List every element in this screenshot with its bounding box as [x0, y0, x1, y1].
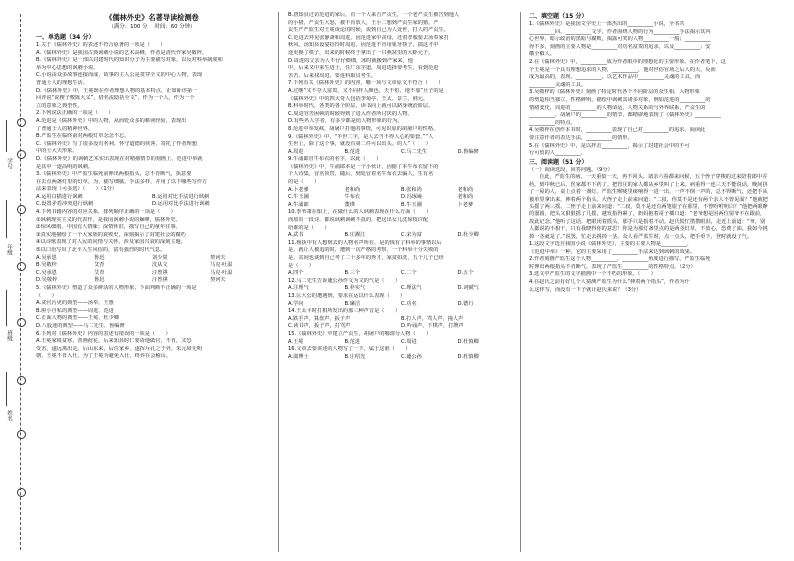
question-line: 朝，王冕不肯入仕，为了王冕为避免入仕，终养在会稽山。 [36, 353, 171, 360]
binding-hole [17, 488, 26, 497]
question-line: 10.季苇萧在船上，在做什么的人讽刺表现在什么方面（ ） [288, 209, 432, 216]
question-line: 中的士大夫形象。 [36, 148, 78, 155]
answer-option: A.跌手声，算盘声，扳子声 [288, 315, 351, 322]
answer-option: 马克·吐温 [210, 269, 233, 276]
question-line: 要注意作者的表达手法，__________的情形。 [529, 134, 633, 141]
answer-option: 老和尚 [457, 186, 474, 193]
exam-title: 《儒林外史》名著导读检测卷 [105, 13, 199, 22]
answer-option: C.设置矛盾冲突进行讽刺 [36, 201, 94, 208]
answer-option: D.吴敬梓 [36, 277, 58, 284]
question-line: 2.下列说法正确的一项是（ ） [36, 110, 114, 117]
answer-option: A.周进 [288, 148, 304, 155]
question-line: 举为中心思想的讽刺小说。 [36, 64, 99, 71]
column-divider [520, 12, 521, 552]
question-line: ④以诗歌表现了对人民的同情与关怀，涉及家国兴衰的深刻主题。 [36, 239, 186, 246]
answer-options [288, 149, 514, 157]
answer-option: 鲁迅 [94, 254, 105, 261]
answer-option: B.范进 [344, 338, 361, 345]
question-line: 9.《儒林外史》中，“半世二字，是人去当不得人心的要套，”“人 [288, 133, 434, 140]
question-line: 《儒林外史》中的四大奇人包括李菊亭、王太、景兰、荆元。 [288, 95, 429, 102]
answer-option: D.杜慎卿 [457, 353, 479, 360]
binding-hole [17, 262, 26, 271]
answer-option: A.卜老爹 [288, 186, 309, 193]
name-label: 姓名 [6, 410, 12, 422]
question-line: 苦苦，后来找周进，要进科取员考生。 [288, 72, 377, 79]
question-line: 《范进中举》一种，它的主要采用了__________手法来达到讽刺的效果。 [529, 248, 696, 255]
column-divider [278, 12, 279, 552]
question-line: 立的意象之典型性。 [36, 102, 83, 109]
answer-option: B.庄濯江 [344, 232, 366, 239]
answer-option: 卜老爹 [457, 201, 474, 208]
question-line: 秋风，汤知县设宴招待时周进，因范进不肯用象牙筷子，搞这才中 [288, 42, 439, 49]
question-line: 而放出一段诗，都说讽刺讽刺不真的，把这出女儿沈琼枝许配 [288, 217, 429, 224]
question-line: 普通士人的理想生活。 [36, 79, 88, 86]
answer-option: A.运用白描进行讽刺 [36, 193, 83, 200]
answer-option: B.三个 [344, 270, 361, 277]
answer-option: A.学问 [288, 300, 304, 307]
question-line: 的塑造相当独立，性格鲜明，描绘中讽刺其诸多对象，例如范进的__________的 [529, 96, 711, 103]
exam-subtitle: （满分：100 分 时间：60 分钟） [108, 24, 196, 30]
answer-options [288, 202, 514, 210]
question-line: 13.匡大公的遭遇到，要求在运以什么表现（ ） [288, 292, 406, 299]
question-line: A.贪官污吏的典型——汤奉、王惠 [36, 300, 114, 307]
question-line: 是其中一道高明的讽刺。 [36, 163, 94, 170]
question-line: A.过继“又不夺人富贵，又不同样人颜色，天不怕，地不靠”旦子的是 [288, 87, 444, 94]
answer-option: D.五个 [457, 270, 474, 277]
answer-option: D.杜少卿 [457, 232, 479, 239]
question-line: （ ） [36, 292, 57, 299]
binding-fill-line [6, 200, 7, 238]
question-line: B.科举时代，各类的各个阶层，读书向上就可以跻身统治阶层。 [288, 103, 434, 110]
answer-option: A.武书 [288, 232, 304, 239]
question-line: 12.马二先生告诉蘧公孙作文为文的气是（ ） [288, 277, 401, 284]
column-one-body [36, 33, 268, 361]
question-line: 的是（ ） [288, 179, 320, 186]
question-line: 回评说“说楔子敷陈大义”，借名流隐括全文”，作为一个人，作为一个 [36, 95, 195, 102]
question-line: 是（ ） [288, 262, 314, 269]
question-line: 途更换了筷子，出来的时候终于拿出了一只燕窝里的大虾元子。 [288, 49, 434, 56]
answer-option: 汪曾祺 [152, 277, 168, 284]
question-line: 5.《儒林外史》塑造了众多鲜活的人物形象，下面判断不正确的一项是 [36, 285, 197, 291]
question-line: ⑤以口语写出了北平人生风俗的，富有强烈的时代气息。 [36, 247, 166, 254]
answer-option: A.王冕 [288, 338, 304, 345]
binding-hole [17, 150, 26, 159]
question-line: 6.下列对《儒林外史》内容的表述有错误的一项是（ ） [36, 330, 171, 337]
answer-option: C.宋为富 [401, 232, 422, 239]
binding-fill-line [6, 372, 7, 406]
question-line: 3.吴敬梓的《儒林外史》刻画了特定时代各个不同阶层的众生相，人物形象 [529, 89, 700, 96]
answer-option: D.德行 [457, 300, 474, 307]
answer-option: B.范进 [344, 148, 361, 155]
answer-options [288, 301, 514, 309]
answer-option: A.牛浦郎 [288, 201, 309, 208]
question-line: 徽全椒人。 [529, 51, 555, 58]
answer-option: C.周进 [401, 338, 417, 345]
question-line: __________，胡屠户的__________的情节，都精辟地表现了《儒林外史》__________ [529, 112, 721, 119]
answer-option: C.蘧公孙 [401, 353, 422, 360]
question-line: 5.在《儒林外史》中，是以抨击__________，揭示了封建社会中的不可 [529, 142, 690, 149]
question-line: 了普通士人的精神世界。 [36, 125, 94, 132]
column-two-body [288, 12, 514, 361]
question-line: 在去点两盏灯里的灯草，为，描写细腻，手法多样，并用了以下哪些写作方 [36, 178, 208, 185]
question-line: 得不多，刻画的主要人物是__________对功名富贵的追求，以及__________；安 [529, 43, 711, 50]
question-line: 1.关于《儒林外史》的表述不符合原著的一项是（ ） [36, 42, 166, 48]
question-line: 成为最高的，表现，__________，以艺术作品中__________灵魂的工具，而 [529, 74, 701, 81]
question-line: 《儒林外史》中，牛浦郎本是一个小伙计，因偷了本牛布衣留下的 [288, 163, 439, 170]
binding-fill-line [6, 120, 7, 152]
answer-options [288, 270, 514, 278]
question-line: 8.范进中举发疯，胡屠户打他的事情，可见识原的胡屠户的性格。 [288, 125, 439, 132]
binding-dashed-line [20, 14, 21, 550]
question-line: 3.选文中严监生的文字描画中一个不朽的形象。（ ） [529, 271, 656, 278]
question-line: 4.在赵氏之前有好几个人猜测严监生为什么“伸着两个指头”，作者为什 [529, 278, 690, 285]
answer-option: B.朴实气 [344, 285, 366, 292]
binding-hole [17, 318, 26, 327]
answer-option: 马克·吐温 [210, 262, 233, 269]
answer-option: 老和尚 [457, 194, 474, 201]
question-line: C.范进去拜见张静斋和周进，因范进家中丧母，还着孝服要去汤奉家打 [288, 34, 449, 41]
answer-option: 沈从文 [152, 262, 168, 269]
answer-option: 艾青 [94, 269, 105, 276]
question-line: ①讽刺现实主义的代表作，是我国讽刺小说的巅峰，儒林外史。 [36, 216, 181, 223]
question-line: 2.在《儒林外史》中，__________成为作者眼中的理想化的主要形象。在作者笔下，这 [529, 58, 726, 65]
question-line: D.《儒林外史》的讽刺艺术实出表现在对精描情节的刻画上，范进中举就 [36, 155, 203, 162]
answer-option: D.杜慎卿 [457, 338, 479, 345]
answer-option: D.词赋气 [457, 285, 479, 292]
binding-hole [17, 118, 26, 127]
question-line: 给谁的是（ ） [288, 224, 330, 231]
column-one [36, 12, 268, 361]
question-line: 个人诗集，冒名顶替，随后，到处冒着名牛布衣去骗人，生有名 [288, 171, 434, 178]
column-two [288, 12, 514, 361]
answer-option: B.运用对比手法进行讽刺 [152, 193, 210, 200]
question-line: __________灵魂的工具。 [529, 81, 587, 88]
answer-options [288, 323, 514, 331]
answer-options [288, 232, 514, 240]
answer-option: C.牛玉圃 [288, 194, 309, 201]
answer-option: 董瑛 [344, 201, 355, 208]
answer-option: B.廉洁 [344, 300, 361, 307]
answer-option: A.吴承恩 [36, 254, 57, 261]
question-line: 4.吴敬梓在创作本书时，__________表现了自己对__________的追求。阅读此 [529, 127, 706, 134]
question-line: __________的特点。 [529, 119, 576, 126]
answer-option: C.吴承恩 [36, 269, 57, 276]
question-line: 是，就让人被追的时，遭到一次严格的考察，一个科举十分失败的 [288, 247, 439, 254]
question-line: 心世界，暗示政治的黑暗与腐败，揭露可笑的人物__________一般；__________ [529, 36, 711, 43]
binding-hole [17, 376, 26, 385]
question-line: B.严监生在临终前对两根灯草念念不忘。 [36, 133, 130, 140]
answer-options [36, 201, 268, 209]
grade-label: 年级 [6, 244, 12, 256]
answer-option: 老和尚 [344, 186, 361, 193]
question-line: C.小说由众多故事连接而成，故事的主人公是贯穿全文的中心人物，表现 [36, 72, 203, 79]
answer-options [288, 339, 514, 347]
answer-option: 汪曾祺 [152, 269, 168, 276]
answer-option: B.打人声，骂人声，撞人声 [401, 315, 464, 322]
answer-option: A.注理气 [288, 285, 309, 292]
question-line: ③真实地描绘了一个大家族的衰败史，深刻揭示了封建社会的腐朽 [36, 231, 186, 238]
question-line: 是，其间也谈到自己考了二十多年的秀才，家贫如洗，五个儿子已经 [288, 255, 444, 261]
answer-option: C.马二先生 [401, 148, 428, 155]
binding-fill-line [6, 290, 7, 326]
question-line: B.唐知县过访范进的家后，有一个人来吉严贡生，一个老严贡生被告到他人 [288, 12, 460, 18]
question-line: A.《儒林外史》是我国古典讽刺小说的艺术高峰，作者是清代作家吴敬梓。 [36, 49, 208, 56]
answer-option: C.理法气 [401, 285, 422, 292]
question-line: 15.《儒林外史》中建立严贡生，胡屠户的哪部分人物（ ） [288, 330, 432, 337]
question-line: C.《儒林外史》写了很多没有名利、怀守道德的侠客，寄托了作者理想 [36, 140, 197, 147]
question-line: 7.下列有关《儒林外史》的内容，哪一项与文章原文不符合（ ） [288, 80, 444, 87]
question-line: 11.杨执中有人想到去的人物名声所在，是的钱有了科举的事情以后 [288, 239, 442, 246]
question-line: C.周进穷苦困顿的时候得到了进入作者所讨厌的人物。 [288, 110, 413, 117]
answer-option: C.功名 [401, 300, 417, 307]
question-line: 贡生严严监生对王冕谈论的时候，说到自己为人处世，打人的严贡生。 [288, 27, 449, 34]
question-line: 1.《儒林外史》是我国文学史上一部杰出的__________小说，全书共 [529, 21, 685, 27]
answer-option: 牛布衣 [344, 194, 361, 201]
question-line: D.《儒林外史》中，王冕既在作者理想人物的基本特点，正如卧评第一 [36, 87, 198, 94]
column-three [529, 12, 768, 294]
section-heading: 二、填空题（15 分） [529, 13, 588, 20]
question-line: 么这样写，而没有一下子就让赵氏来说？（3分） [529, 286, 642, 293]
answer-options [36, 262, 268, 270]
answer-option: C.读书声，扳子声，打骂声 [288, 323, 351, 330]
answer-option: C.二个 [401, 270, 417, 277]
answer-options [288, 285, 514, 293]
question-line: 情绪变化，周进的__________的人物命运，人物关系的与外界联系，严贡生的 [529, 104, 706, 111]
question-line: 受害，遂远离出走。后山东来，后任家乡，遂挥斥孔之于外。朱元璋无明 [36, 345, 203, 352]
class-label: 班级 [6, 330, 12, 342]
question-line: 的小猪，严贡生大怒，被不肯放人，王小二想到严贡生家的猪。严 [288, 19, 439, 26]
question-line: 中，后来又中来生进士，任广东学道，周进选择要考生，看到范进 [288, 65, 439, 72]
answer-option: D.鲁编修 [457, 148, 479, 155]
question-line: 9.牛浦郎冒牛布衣的名字，以此（ ） [288, 156, 382, 163]
question-line: （一）阅读选段，回答问题。（9分） [529, 166, 613, 173]
question-line: __________回，__________文字，作者围绕人物的行为__________手法揭示其内 [529, 28, 711, 35]
answer-option: B.庄绍光 [344, 353, 366, 360]
student-id-label: 学号 [6, 158, 12, 170]
question-line: 3.《儒林外史》中严监生临死前伸出两根指头，总不肯断气，执意要 [36, 171, 192, 178]
answer-option: D.运用对比手法进行讽刺 [152, 201, 210, 208]
answer-option: D.吟诵声，下棋声，打牌声 [401, 323, 464, 330]
question-line: 个王冕是一个具有理想追求的人物，__________，他对世俗官场之后人的大，反而 [529, 66, 716, 73]
answer-option: B.牛玉圃 [401, 201, 422, 208]
answer-options [288, 194, 514, 202]
question-line: D.有些名人学者，有多少都是给人物形象的行为。 [288, 118, 403, 125]
answer-option: 刘少棠 [152, 254, 168, 261]
question-line: B.《儒林外史》是一部以封建时代的知识分子为主要描写对象，以反对科举制度和 [36, 57, 223, 64]
reading-passage: 自此，严监生的病，一天重似一天，再不回头。诸亲六眷都来问候，五个侄子穿梭的过来陪着郎中弄药。到中秋已后，医家都不下药了。把管庄的家人都从乡里叫了上来。病重得一连三天不能说话。晚间挤了一屋的人，桌上点着一盏灯。严监生喉咙里痰响得一进一出，一声不倒一声的，总不得断气，还把手从被单里拿出来，伸着两个指头。大侄子走上前来问道：“二叔，你莫不是还有两个亲人不曾见面？”他就把头摇了两三摇。二侄子走上前来问道：“二叔，莫不是还有两笔银子在那里，不曾吩咐明白？”他把两眼睁的溜圆，把头又狠狠摇了几摇，越发指得紧了。奶妈抱着哥子插口道：“老爷想是因两位舅爷不在跟前，故此记念。”他听了这话，把眼闭着摇头，那手只是指着不动。赵氏慌忙揩揩眼泪，走近上前道：“爷，别人都说的不相干，只有我晓得你的意思！你是为那灯盏里点的是两茎灯草，不放心，恐费了油。我如今挑掉一茎就是了。”说罢，忙走去挑掉一茎。众人看严监生时，点一点头，把手垂下，登时就没了气。 [529, 174, 768, 240]
binding-hole [17, 430, 26, 439]
question-line: C.正面人物的典型——王冕、杜少卿 [36, 315, 120, 322]
question-line: 16.文章去要讲述的人物写了一下，属于这谁（ ） [288, 346, 411, 353]
answer-option: A.四个 [288, 270, 304, 277]
answer-option: 鲁迅 [94, 277, 105, 284]
question-line: D.周进的父亲为人不仔仔细细，冰时就搬到严家来，他 [288, 57, 413, 64]
answer-option: D.冯琢庵 [401, 194, 423, 201]
question-line: 14.王太平时打棋所发出的那三种声音是（ ） [288, 308, 401, 315]
column-three-body [529, 12, 768, 294]
answer-option: B.吴敬梓 [36, 262, 57, 269]
answer-options [36, 277, 268, 285]
section-heading: 三、阅读题（51 分） [529, 158, 588, 166]
answer-options [288, 354, 514, 362]
question-line: 行可贸的人__________。 [529, 150, 587, 157]
question-line: 时伸出两根指头不肯断气，表现了严监生__________的性格特点。（2分） [529, 263, 696, 270]
binding-margin [0, 0, 30, 561]
question-line: D.八股迷的典型——马二先生、鲁编修 [36, 322, 125, 329]
question-line: A.王冕家境贫寒，善画荷花，后来知县时仁要请他做官，不肯，又恐 [36, 338, 192, 345]
answer-option: 契诃夫 [210, 254, 226, 261]
answer-option: A.虞博士 [288, 353, 309, 360]
question-line: 法来表现（可多选）（ ）（1分） [36, 186, 118, 193]
answer-option: 契诃夫 [210, 277, 226, 284]
binding-hole [17, 205, 26, 214]
question-line: 2.作者刻画严监生这个人物__________，__________角度进行描写。严监生临死 [529, 256, 711, 263]
section-heading: 一、单选题（34 分） [36, 34, 95, 41]
question-line: ②惊风细雨，中国有人情味；深情怀旧，描写自己的童年往事。 [36, 224, 181, 231]
answer-option: 艾青 [94, 262, 105, 269]
answer-option: B.张和尚 [401, 186, 422, 193]
question-line: B.胆小自私的典型——周进、范进 [36, 307, 114, 314]
question-line: 生世上，除了这个事，就没有第二件可以出头。的人”（ ） [288, 141, 431, 148]
question-line: 1.这段文字选自我国小说《儒林外史》，主要的主要人物是__________， [529, 240, 693, 247]
question-line: A.范进是《儒林外史》中的人物，从而贬众多的耕读经验，表现出 [36, 117, 187, 124]
question-line: 4.下列书籍内容的对应关系，排列顺序正确的一项是（ ） [36, 209, 176, 216]
